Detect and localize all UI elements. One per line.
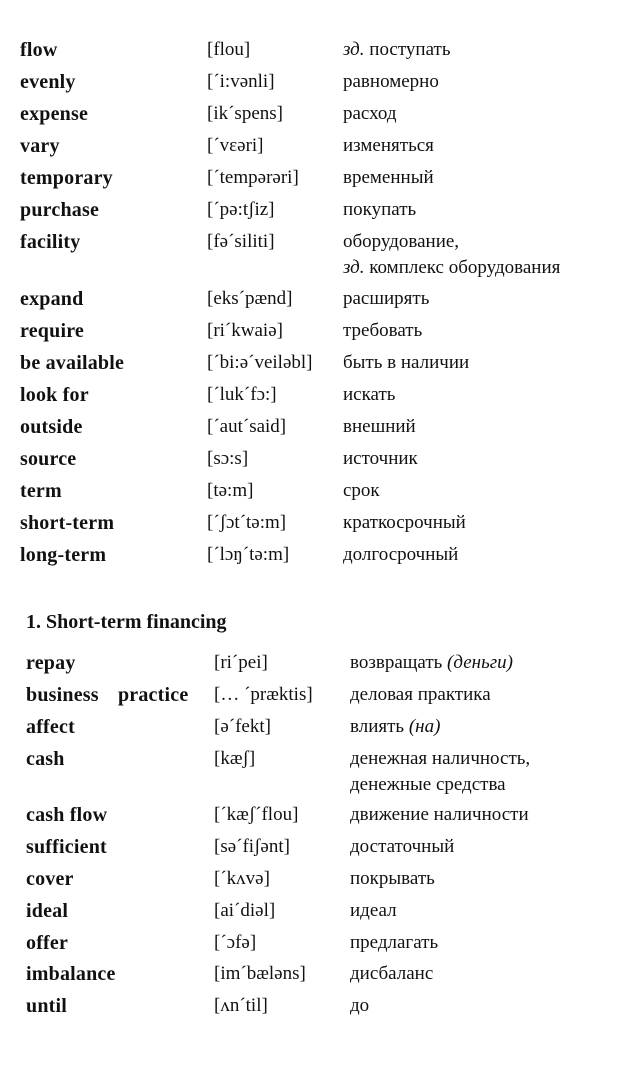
- vocab-word: source: [20, 448, 77, 470]
- vocab-transcription: [im´bæləns]: [214, 963, 306, 984]
- vocab-row-purchase: [0, 197, 629, 229]
- vocab-translation-line2: денежные средства: [350, 774, 506, 795]
- vocab-translation: изменяться: [343, 135, 434, 156]
- vocab-translation-prefix: зд.: [343, 257, 365, 278]
- vocab-transcription: [´vɛəri]: [207, 135, 264, 156]
- vocab-transcription: [ʌn´til]: [214, 995, 268, 1016]
- vocab-word: outside: [20, 416, 83, 438]
- section-heading: 1. Short-term financing: [26, 611, 227, 633]
- vocab-transcription: [tə:m]: [207, 480, 254, 501]
- vocab-translation: [343, 229, 560, 281]
- vocab-row-cash: [0, 746, 629, 806]
- vocab-word: cover: [26, 868, 74, 890]
- vocab-word: temporary: [20, 167, 113, 189]
- vocab-translation: равномерно: [343, 71, 439, 92]
- vocab-translation-note: (на): [408, 716, 441, 737]
- vocab-transcription: [´kæʃ´flou]: [214, 804, 299, 825]
- vocab-translation: предлагать: [350, 932, 439, 953]
- vocab-transcription: [ri´kwaiə]: [207, 320, 283, 341]
- vocab-translation: [350, 650, 513, 676]
- vocab-translation-note: (деньги): [447, 652, 513, 673]
- vocab-translation: [343, 37, 451, 63]
- vocab-translation: срок: [343, 480, 380, 501]
- vocab-transcription: [´tempərəri]: [207, 167, 299, 188]
- vocab-row-ideal: [0, 898, 629, 930]
- vocab-row-look-for: [0, 382, 629, 414]
- vocab-translation: временный: [343, 167, 434, 188]
- vocab-translation: движение наличности: [350, 804, 529, 825]
- vocab-row-outside: [0, 414, 629, 446]
- vocab-word: until: [26, 995, 68, 1017]
- vocab-word: flow: [20, 39, 58, 61]
- vocab-row-business-practice: [0, 682, 629, 714]
- vocab-translation: долгосрочный: [343, 544, 459, 565]
- vocab-row-term: [0, 478, 629, 510]
- vocab-translation: покупать: [343, 199, 417, 220]
- vocab-word: offer: [26, 932, 69, 954]
- vocab-row-until: [0, 993, 629, 1025]
- vocab-row-repay: [0, 650, 629, 682]
- vocab-translation: достаточный: [350, 836, 455, 857]
- vocab-row-cash-flow: [0, 802, 629, 834]
- vocab-translation: искать: [343, 384, 396, 405]
- vocab-row-offer: [0, 930, 629, 962]
- vocab-word: require: [20, 320, 84, 342]
- vocab-transcription: [… ´præktis]: [214, 684, 313, 705]
- vocab-transcription: [ri´pei]: [214, 652, 268, 673]
- vocab-row-sufficient: [0, 834, 629, 866]
- vocab-row-cover: [0, 866, 629, 898]
- vocab-translation-prefix: зд.: [343, 39, 365, 60]
- vocab-translation-line2: [343, 255, 560, 281]
- vocab-transcription: [ai´diəl]: [214, 900, 276, 921]
- vocab-transcription: [´pə:tʃiz]: [207, 199, 275, 220]
- vocab-word: affect: [26, 716, 75, 738]
- vocab-translation: краткосрочный: [343, 512, 466, 533]
- vocab-transcription: [fə´siliti]: [207, 231, 275, 252]
- vocab-translation: [350, 714, 440, 740]
- vocab-translation-text: комплекс оборудования: [364, 257, 561, 278]
- vocab-row-require: [0, 318, 629, 350]
- vocab-row-imbalance: [0, 961, 629, 993]
- vocab-translation: покрывать: [350, 868, 435, 889]
- vocab-translation: дисбаланс: [350, 963, 434, 984]
- vocab-row-temporary: [0, 165, 629, 197]
- vocab-row-evenly: [0, 69, 629, 101]
- vocab-row-expense: [0, 101, 629, 133]
- vocab-translation-text: влиять: [350, 716, 409, 737]
- vocab-translation: [350, 746, 530, 798]
- vocab-translation-text: возвращать: [350, 652, 448, 673]
- vocab-translation: до: [350, 995, 370, 1016]
- vocab-row-vary: [0, 133, 629, 165]
- vocab-transcription: [´kʌvə]: [214, 868, 270, 889]
- vocab-translation: внешний: [343, 416, 416, 437]
- vocab-transcription: [ə´fekt]: [214, 716, 271, 737]
- vocab-word: ideal: [26, 900, 69, 922]
- vocab-transcription: [´ɔfə]: [214, 932, 257, 953]
- vocab-word: look for: [20, 384, 89, 406]
- vocab-transcription: [kæʃ]: [214, 748, 256, 769]
- vocab-transcription: [´luk´fɔ:]: [207, 384, 277, 405]
- vocab-word: repay: [26, 652, 76, 674]
- page-number-fragment: [16, 0, 38, 4]
- vocab-word: cash: [26, 748, 65, 770]
- vocab-translation: расширять: [343, 288, 430, 309]
- vocab-row-facility: [0, 229, 629, 289]
- vocab-row-long-term: [0, 542, 629, 574]
- vocab-translation-text: поступать: [364, 39, 451, 60]
- vocab-transcription: [´bi:ə´veiləbl]: [207, 352, 313, 373]
- vocab-word: expand: [20, 288, 84, 310]
- vocab-word: cash flow: [26, 804, 108, 826]
- vocab-translation-text: оборудование,: [343, 231, 460, 252]
- vocab-transcription: [ik´spens]: [207, 103, 283, 124]
- vocab-transcription: [sə´fiʃənt]: [214, 836, 290, 857]
- vocab-translation: источник: [343, 448, 418, 469]
- vocab-transcription: [´lɔŋ´tə:m]: [207, 544, 290, 565]
- vocab-word: long-term: [20, 544, 107, 566]
- vocab-word: expense: [20, 103, 89, 125]
- vocab-word: facility: [20, 231, 81, 253]
- vocab-transcription: [´ʃɔt´tə:m]: [207, 512, 287, 533]
- vocab-row-be-available: [0, 350, 629, 382]
- vocab-translation: быть в наличии: [343, 352, 470, 373]
- vocab-word: evenly: [20, 71, 76, 93]
- vocab-transcription: [eks´pænd]: [207, 288, 293, 309]
- vocab-row-flow: [0, 37, 629, 69]
- vocab-row-affect: [0, 714, 629, 746]
- vocab-translation-text: денежная наличность,: [350, 748, 531, 769]
- vocab-word: vary: [20, 135, 60, 157]
- vocab-translation: требовать: [343, 320, 423, 341]
- vocab-translation: деловая практика: [350, 684, 491, 705]
- vocab-translation: идеал: [350, 900, 397, 921]
- vocab-word: imbalance: [26, 963, 116, 985]
- vocab-transcription: [flou]: [207, 39, 251, 60]
- vocab-word: be available: [20, 352, 125, 374]
- vocab-word: purchase: [20, 199, 100, 221]
- vocab-row-source: [0, 446, 629, 478]
- vocab-word: business practice: [26, 684, 189, 706]
- vocab-word: sufficient: [26, 836, 107, 858]
- vocab-transcription: [sɔ:s]: [207, 448, 249, 469]
- vocab-row-expand: [0, 286, 629, 318]
- vocab-word: term: [20, 480, 62, 502]
- vocab-transcription: [´i:vənli]: [207, 71, 275, 92]
- vocab-transcription: [´aut´said]: [207, 416, 287, 437]
- vocab-row-short-term: [0, 510, 629, 542]
- vocab-word: short-term: [20, 512, 115, 534]
- vocab-translation: расход: [343, 103, 397, 124]
